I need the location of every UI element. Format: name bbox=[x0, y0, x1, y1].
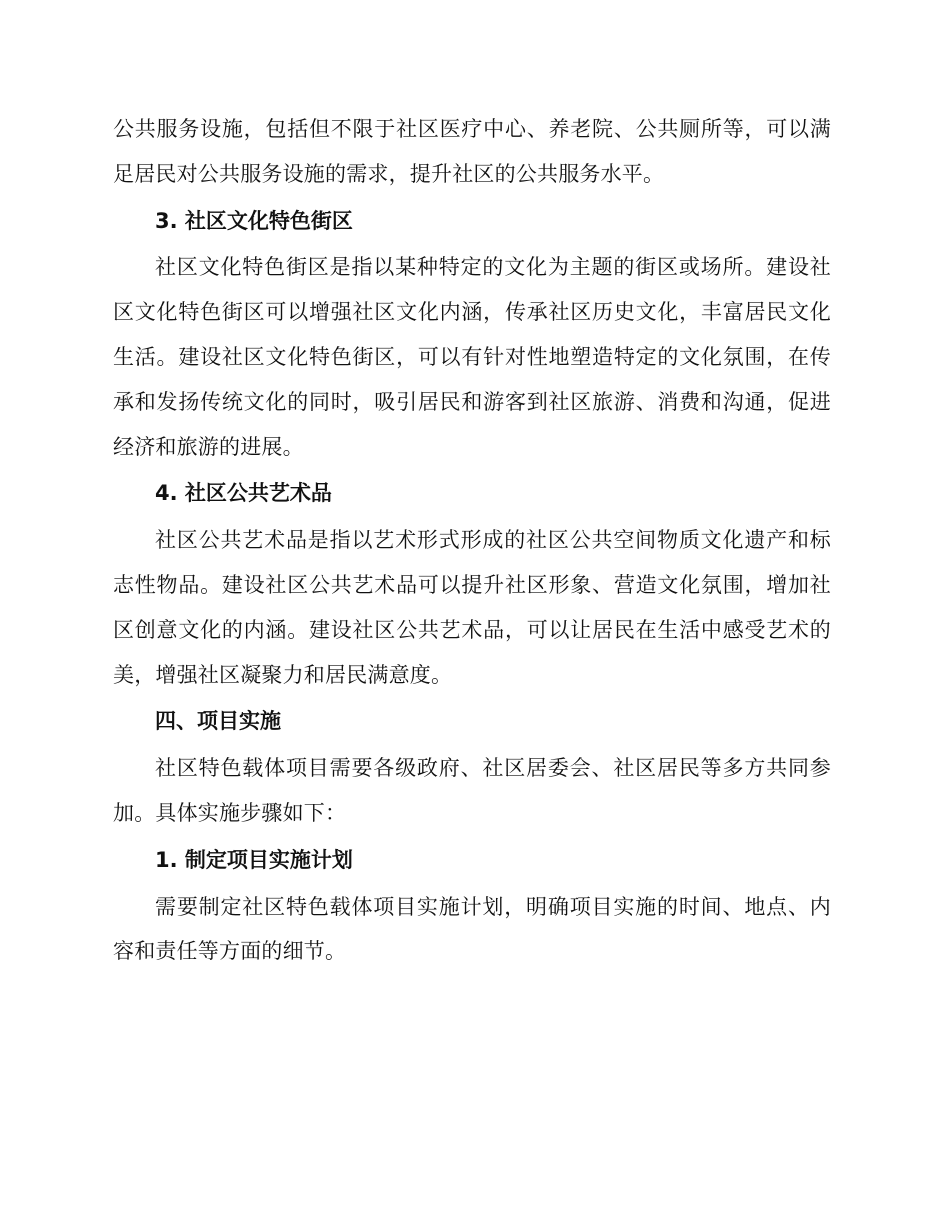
paragraph-project-implementation: 社区特色载体项目需要各级政府、社区居委会、社区居民等多方共同参加。具体实施步骤如下： bbox=[113, 756, 831, 825]
heading-public-art: 4. 社区公共艺术品 bbox=[155, 481, 332, 506]
document-body bbox=[113, 107, 831, 974]
heading-project-implementation: 四、项目实施 bbox=[155, 709, 281, 734]
paragraph-public-art: 社区公共艺术品是指以艺术形式形成的社区公共空间物质文化遗产和标志性物品。建设社区公共艺术品可以提升社区形象、营造文化氛围，增加社区创意文化的内涵。建设社区公共艺术品，可以让居民在生活中感受艺术的美，增强社区凝聚力和居民满意度。 bbox=[113, 528, 831, 687]
paragraph-cultural-street: 社区文化特色街区是指以某种特定的文化为主题的街区或场所。建设社区文化特色街区可以增强社区文化内涵，传承社区历史文化，丰富居民文化生活。建设社区文化特色街区，可以有针对性地塑造特定的文化氛围，在传承和发扬传统文化的同时，吸引居民和游客到社区旅游、消费和沟通，促进经济和旅游的进展。 bbox=[113, 255, 831, 459]
paragraph-public-service-facilities: 公共服务设施，包括但不限于社区医疗中心、养老院、公共厕所等，可以满足居民对公共服务设施的需求，提升社区的公共服务水平。 bbox=[113, 117, 831, 186]
paragraph-implementation-plan: 需要制定社区特色载体项目实施计划，明确项目实施的时间、地点、内容和责任等方面的细节。 bbox=[113, 894, 831, 964]
heading-implementation-plan: 1. 制定项目实施计划 bbox=[155, 847, 353, 872]
heading-cultural-street: 3. 社区文化特色街区 bbox=[155, 208, 353, 233]
